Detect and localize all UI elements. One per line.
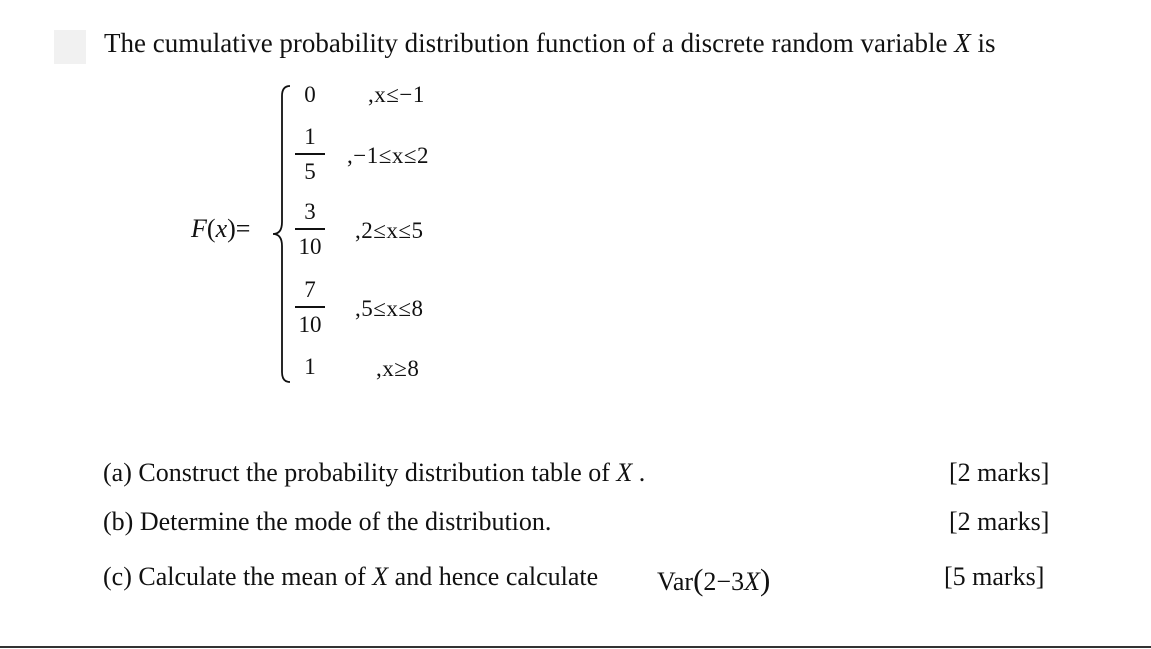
question-label: (a) (103, 458, 132, 487)
question-a (103, 458, 645, 488)
question-text: Construct the probability distribution table of (138, 458, 617, 487)
random-variable: X (616, 458, 633, 487)
case-fraction-3 (290, 199, 330, 260)
equals-sign: = (235, 214, 251, 243)
random-variable: X (954, 28, 971, 58)
marks-a: [2 marks] (949, 458, 1050, 487)
bottom-divider (0, 646, 1151, 648)
intro-text-end: is (970, 28, 996, 58)
expression-variable: X (744, 567, 760, 596)
case-condition-1: ,x≤−1 (368, 82, 425, 107)
case-value-5: 1 (304, 354, 316, 379)
question-label: (b) (103, 507, 134, 536)
numerator: 1 (304, 124, 316, 149)
numerator: 7 (304, 277, 316, 302)
question-text-end: and hence calculate (388, 562, 599, 591)
problem-statement (104, 28, 996, 59)
question-text: Calculate the mean of (138, 562, 373, 591)
random-variable: X (372, 562, 389, 591)
function-argument: x (215, 214, 228, 243)
case-condition-4: ,5≤x≤8 (355, 296, 424, 321)
fraction-bar (295, 153, 325, 155)
expression-inner: 2−3 (703, 567, 745, 596)
fraction-bar (295, 228, 325, 230)
close-paren: ) (227, 214, 236, 243)
question-b (103, 507, 551, 537)
case-condition-5: ,x≥8 (376, 356, 420, 381)
marks-c: [5 marks] (944, 562, 1045, 591)
fraction-bar (295, 306, 325, 308)
page-corner-mark (54, 30, 86, 64)
open-paren: ( (206, 214, 216, 243)
question-text: Determine the mode of the distribution. (139, 507, 552, 536)
question-label: (c) (103, 562, 132, 591)
intro-text: The cumulative probability distribution function of a discrete random variable (104, 28, 955, 58)
function-name: F (191, 214, 207, 243)
case-condition-2: ,−1≤x≤2 (347, 143, 429, 168)
open-paren: ( (693, 562, 704, 597)
variance-fn: Var (657, 567, 694, 596)
case-fraction-2 (290, 124, 330, 185)
denominator: 10 (298, 233, 322, 259)
variance-expression (657, 562, 770, 598)
question-c (103, 562, 598, 592)
numerator: 3 (304, 199, 316, 224)
denominator: 5 (304, 158, 316, 184)
case-fraction-4 (290, 277, 330, 338)
case-value-1: 0 (304, 82, 316, 107)
denominator: 10 (298, 311, 322, 337)
cdf-lhs (191, 214, 250, 244)
question-text-end: . (632, 458, 646, 487)
marks-b: [2 marks] (949, 507, 1050, 536)
case-condition-3: ,2≤x≤5 (355, 218, 424, 243)
close-paren: ) (759, 562, 771, 597)
